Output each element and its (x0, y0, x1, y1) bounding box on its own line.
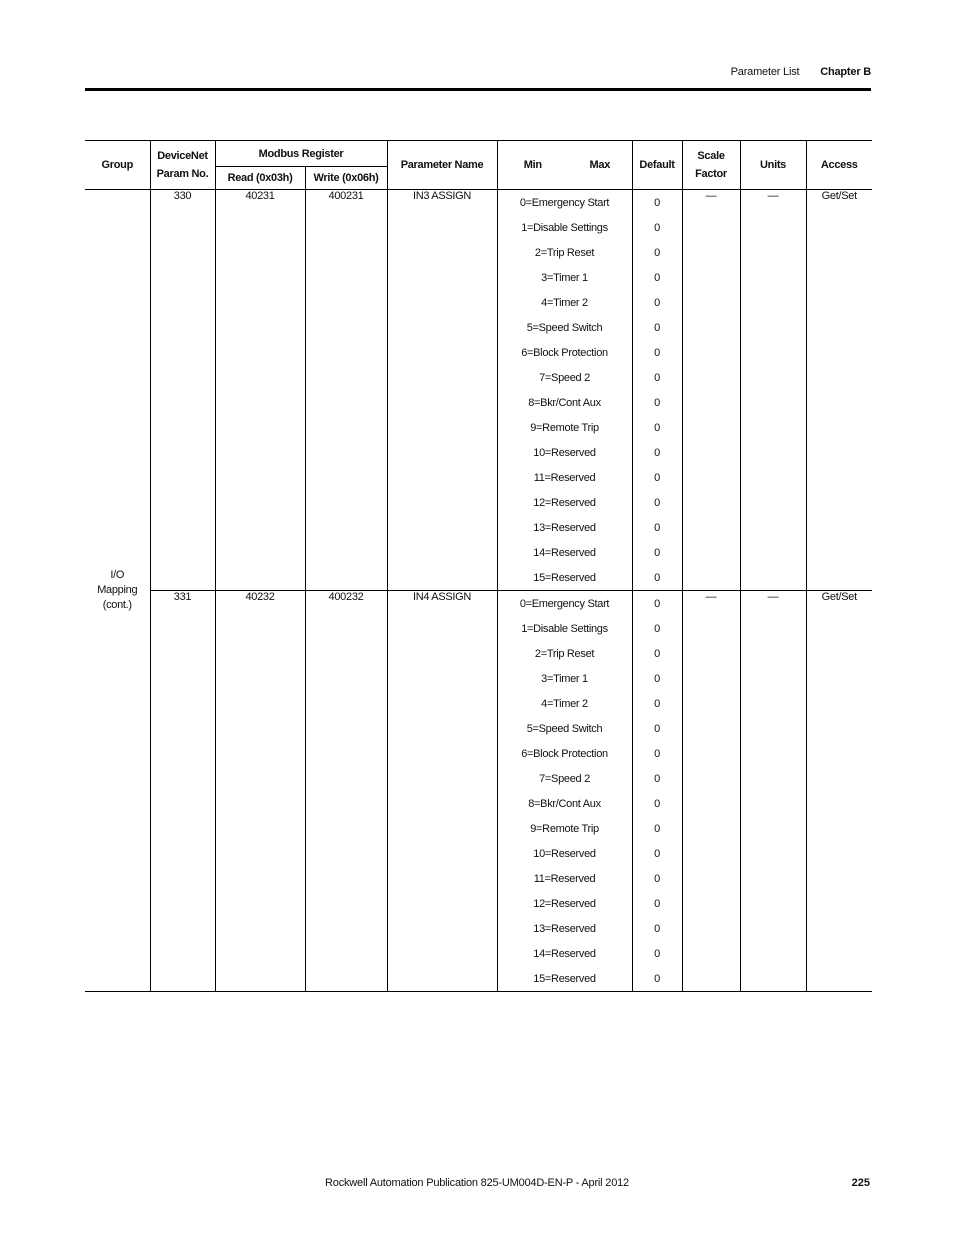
access: Get/Set (806, 591, 872, 992)
col-devicenet-line1: DeviceNet (157, 150, 208, 162)
option-default: 0 (632, 465, 682, 490)
option-default: 0 (632, 866, 682, 891)
option-label: 9=Remote Trip (497, 816, 632, 841)
scale-factor: — (682, 591, 740, 992)
option-default: 0 (632, 390, 682, 415)
col-group: Group (85, 141, 150, 190)
option-default: 0 (632, 916, 682, 941)
col-devicenet-line2: Param No. (156, 168, 209, 180)
option-default: 0 (632, 941, 682, 966)
option-label: 13=Reserved (497, 515, 632, 540)
col-scale-factor (682, 141, 740, 190)
option-default: 0 (632, 841, 682, 866)
col-access: Access (806, 141, 872, 190)
parameter-name: IN4 ASSIGN (387, 591, 497, 992)
option-default: 0 (632, 515, 682, 540)
group-label: Mapping (97, 584, 138, 596)
option-default: 0 (632, 666, 682, 691)
col-scale-line2: Factor (695, 168, 727, 180)
option-label: 0=Emergency Start (497, 591, 632, 617)
page-header (731, 66, 871, 78)
option-label: 0=Emergency Start (497, 190, 632, 216)
option-label: 14=Reserved (497, 941, 632, 966)
modbus-read-register: 40232 (215, 591, 305, 992)
option-default: 0 (632, 691, 682, 716)
option-label: 12=Reserved (497, 490, 632, 515)
table-header (85, 141, 872, 190)
access: Get/Set (806, 190, 872, 591)
option-default: 0 (632, 591, 682, 617)
option-label: 5=Speed Switch (497, 716, 632, 741)
option-label: 12=Reserved (497, 891, 632, 916)
group-label: (cont.) (102, 599, 132, 611)
col-max: Max (568, 141, 632, 190)
col-devicenet (150, 141, 215, 190)
option-default: 0 (632, 741, 682, 766)
option-label: 6=Block Protection (497, 340, 632, 365)
chapter-label: Chapter B (820, 66, 871, 78)
option-default: 0 (632, 365, 682, 390)
option-label: 7=Speed 2 (497, 766, 632, 791)
section-title: Parameter List (730, 66, 800, 78)
modbus-write-register: 400232 (305, 591, 387, 992)
scale-factor: — (682, 190, 740, 591)
group-label: I/O (110, 569, 125, 581)
col-default: Default (632, 141, 682, 190)
option-default: 0 (632, 340, 682, 365)
option-label: 5=Speed Switch (497, 315, 632, 340)
option-label: 10=Reserved (497, 841, 632, 866)
option-default: 0 (632, 565, 682, 591)
option-label: 4=Timer 2 (497, 290, 632, 315)
modbus-read-register: 40231 (215, 190, 305, 591)
option-default: 0 (632, 290, 682, 315)
option-label: 1=Disable Settings (497, 215, 632, 240)
option-default: 0 (632, 315, 682, 340)
option-default: 0 (632, 440, 682, 465)
option-label: 10=Reserved (497, 440, 632, 465)
parameter-table (85, 140, 872, 992)
option-default: 0 (632, 766, 682, 791)
option-default: 0 (632, 190, 682, 216)
option-default: 0 (632, 816, 682, 841)
option-label: 2=Trip Reset (497, 240, 632, 265)
option-label: 8=Bkr/Cont Aux (497, 791, 632, 816)
option-label: 13=Reserved (497, 916, 632, 941)
option-label: 7=Speed 2 (497, 365, 632, 390)
col-write: Write (0x06h) (305, 167, 387, 190)
option-default: 0 (632, 641, 682, 666)
option-default: 0 (632, 265, 682, 290)
option-label: 9=Remote Trip (497, 415, 632, 440)
option-default: 0 (632, 616, 682, 641)
table-row (85, 591, 872, 617)
option-label: 3=Timer 1 (497, 265, 632, 290)
table-row (85, 190, 872, 216)
col-min: Min (497, 141, 568, 190)
option-label: 15=Reserved (497, 565, 632, 591)
group-cell (85, 190, 150, 992)
col-read: Read (0x03h) (215, 167, 305, 190)
header-rule (85, 88, 871, 91)
option-label: 11=Reserved (497, 866, 632, 891)
units: — (740, 190, 806, 591)
table-body (85, 190, 872, 992)
option-label: 2=Trip Reset (497, 641, 632, 666)
footer-publication: Rockwell Automation Publication 825-UM004D-EN-P - April 2012 (325, 1177, 629, 1189)
option-default: 0 (632, 415, 682, 440)
option-default: 0 (632, 490, 682, 515)
devicenet-param-no: 330 (150, 190, 215, 591)
option-default: 0 (632, 240, 682, 265)
option-label: 4=Timer 2 (497, 691, 632, 716)
option-default: 0 (632, 540, 682, 565)
modbus-write-register: 400231 (305, 190, 387, 591)
option-default: 0 (632, 716, 682, 741)
option-default: 0 (632, 215, 682, 240)
col-parameter-name: Parameter Name (387, 141, 497, 190)
option-default: 0 (632, 966, 682, 992)
col-scale-line1: Scale (697, 150, 725, 162)
option-label: 8=Bkr/Cont Aux (497, 390, 632, 415)
option-label: 15=Reserved (497, 966, 632, 992)
option-label: 1=Disable Settings (497, 616, 632, 641)
units: — (740, 591, 806, 992)
col-units: Units (740, 141, 806, 190)
option-default: 0 (632, 791, 682, 816)
option-label: 3=Timer 1 (497, 666, 632, 691)
option-default: 0 (632, 891, 682, 916)
devicenet-param-no: 331 (150, 591, 215, 992)
parameter-name: IN3 ASSIGN (387, 190, 497, 591)
option-label: 6=Block Protection (497, 741, 632, 766)
col-modbus-register: Modbus Register (215, 141, 387, 167)
page-number: 225 (851, 1177, 870, 1189)
option-label: 14=Reserved (497, 540, 632, 565)
option-label: 11=Reserved (497, 465, 632, 490)
